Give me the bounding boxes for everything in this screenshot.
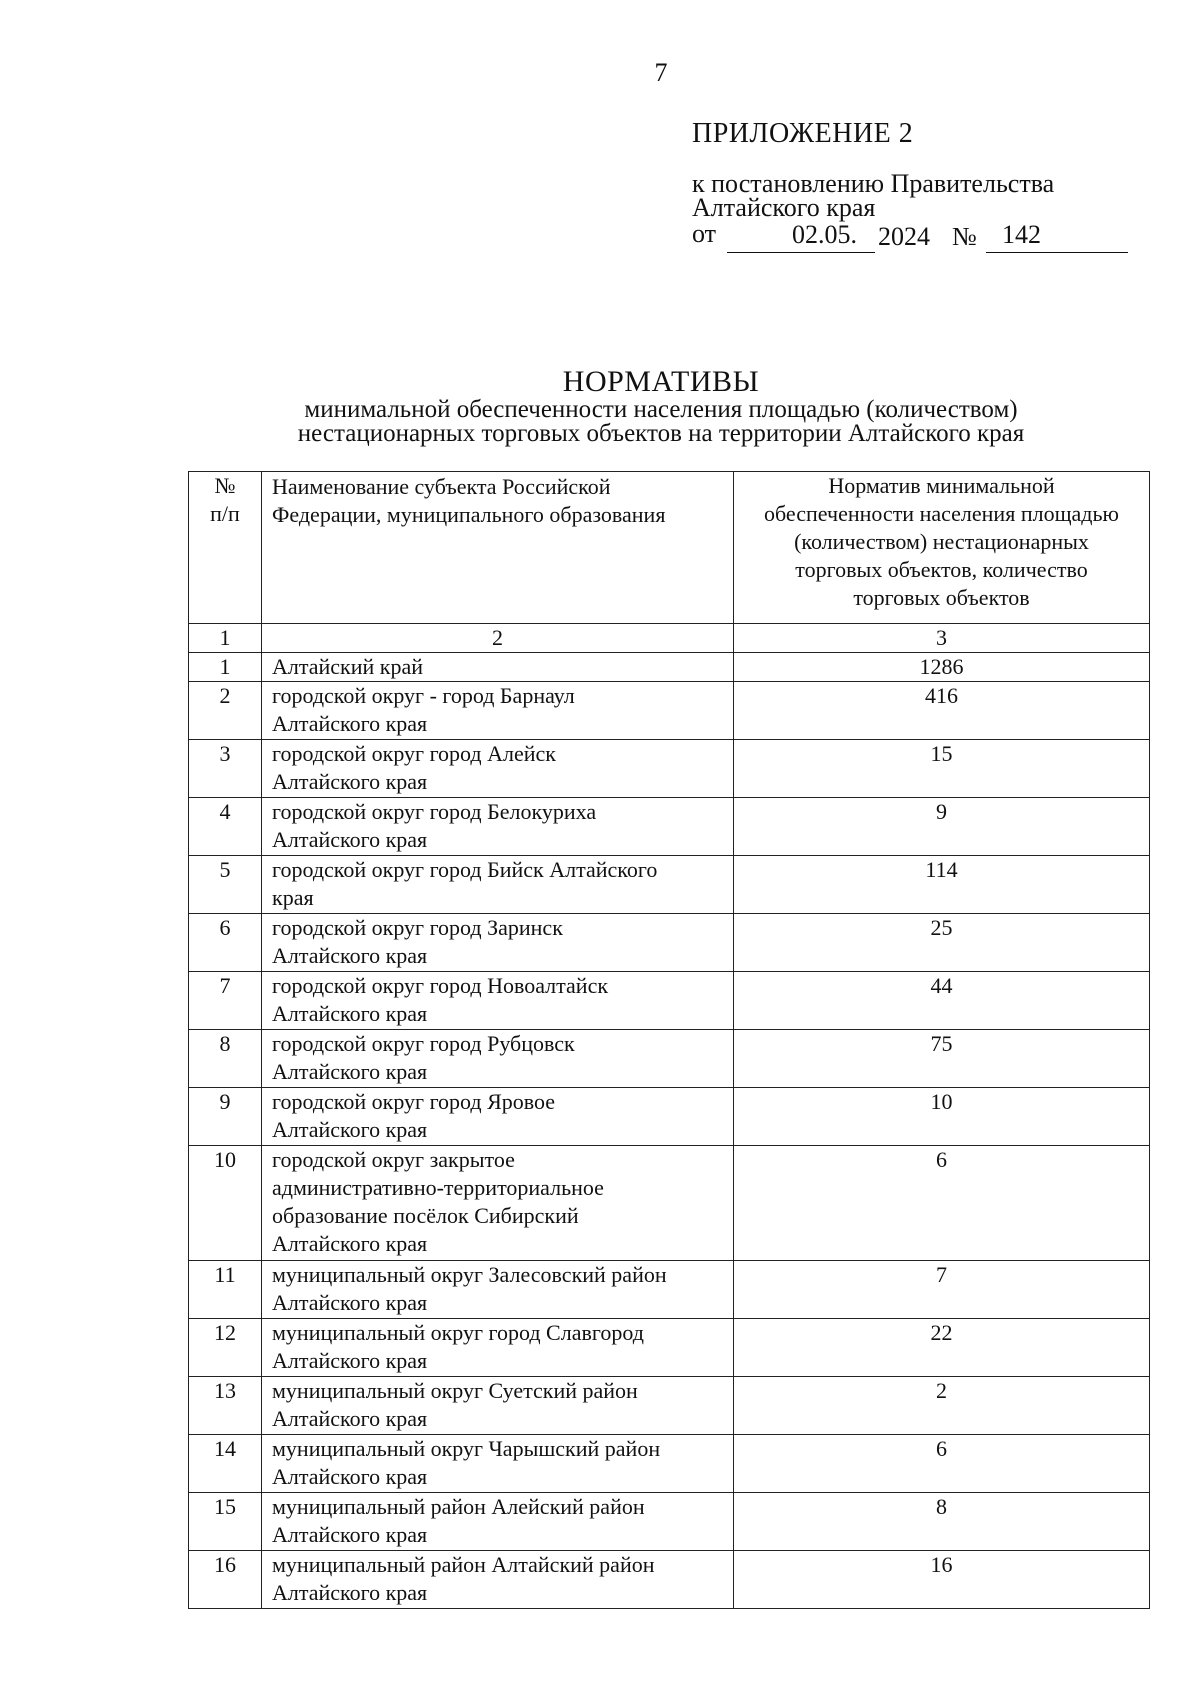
entity-name-line: Алтайского края (272, 943, 428, 968)
from-label: от (692, 219, 717, 248)
entity-name-line: городской округ город Яровое (272, 1089, 556, 1114)
entity-name-line: муниципальный округ Чарышский район (272, 1436, 661, 1461)
entity-name-line: городской округ город Рубцовск (272, 1031, 575, 1056)
row-norm-value: 6 (734, 1435, 1150, 1493)
entity-name-line: Алтайского края (272, 769, 428, 794)
table-row (189, 1493, 1150, 1551)
column-index-row (189, 624, 1150, 653)
entity-name-line: муниципальный округ город Славгород (272, 1320, 644, 1345)
row-entity-name (262, 1030, 734, 1088)
document-title: НОРМАТИВЫ (562, 365, 760, 398)
table-row (189, 1435, 1150, 1493)
entity-name-line: муниципальный округ Залесовский район (272, 1262, 667, 1287)
header-number: № п/п (189, 472, 262, 624)
row-entity-name (262, 682, 734, 740)
row-norm-value: 22 (734, 1319, 1150, 1377)
resolution-number: 142 (1002, 220, 1041, 249)
row-norm-value: 1286 (734, 653, 1150, 682)
row-norm-value: 7 (734, 1261, 1150, 1319)
entity-name-line: Алтайского края (272, 1001, 428, 1026)
table-row (189, 1146, 1150, 1261)
row-number: 3 (189, 740, 262, 798)
entity-name-line: края (272, 885, 314, 910)
table-row (189, 1551, 1150, 1609)
row-number: 4 (189, 798, 262, 856)
row-entity-name (262, 1377, 734, 1435)
norms-table (188, 471, 1150, 1609)
row-number: 1 (189, 653, 262, 682)
row-norm-value: 16 (734, 1551, 1150, 1609)
entity-name-line: муниципальный район Алтайский район (272, 1552, 655, 1577)
entity-name-line: Алтайского края (272, 1348, 428, 1373)
header-name: Наименование субъекта Российской Федерации, муниципального образования (262, 472, 734, 624)
row-norm-value: 75 (734, 1030, 1150, 1088)
row-norm-value: 9 (734, 798, 1150, 856)
table-row (189, 914, 1150, 972)
entity-name-line: Алтайский край (272, 654, 424, 679)
row-norm-value: 25 (734, 914, 1150, 972)
table-row (189, 798, 1150, 856)
table-row (189, 1088, 1150, 1146)
row-entity-name (262, 1435, 734, 1493)
number-sign: № (952, 222, 977, 251)
header-norm: Норматив минимальной обеспеченности населения площадью (количеством) нестационарных торговых объектов, количество торговых объектов (734, 472, 1150, 624)
column-index: 1 (189, 624, 262, 653)
entity-name-line: городской округ город Бийск Алтайского (272, 857, 658, 882)
row-number: 12 (189, 1319, 262, 1377)
row-norm-value: 8 (734, 1493, 1150, 1551)
reference-line-2: Алтайского края (692, 193, 876, 222)
row-entity-name (262, 1088, 734, 1146)
row-norm-value: 6 (734, 1146, 1150, 1261)
table-row (189, 682, 1150, 740)
row-number: 5 (189, 856, 262, 914)
table-row (189, 1261, 1150, 1319)
reference-line-1: к постановлению Правительства (692, 169, 1055, 198)
row-norm-value: 114 (734, 856, 1150, 914)
row-entity-name (262, 653, 734, 682)
column-index: 3 (734, 624, 1150, 653)
row-entity-name (262, 798, 734, 856)
row-entity-name (262, 1146, 734, 1261)
row-norm-value: 2 (734, 1377, 1150, 1435)
table-header-row (189, 472, 1150, 624)
row-number: 7 (189, 972, 262, 1030)
entity-name-line: административно-территориальное (272, 1175, 604, 1200)
table-row (189, 1030, 1150, 1088)
row-number: 10 (189, 1146, 262, 1261)
row-number: 8 (189, 1030, 262, 1088)
table-row (189, 1377, 1150, 1435)
entity-name-line: Алтайского края (272, 1290, 428, 1315)
entity-name-line: городской округ город Белокуриха (272, 799, 597, 824)
entity-name-line: Алтайского края (272, 1580, 428, 1605)
resolution-year: 2024 (878, 222, 930, 251)
table-row (189, 653, 1150, 682)
row-entity-name (262, 1493, 734, 1551)
row-entity-name (262, 914, 734, 972)
row-number: 6 (189, 914, 262, 972)
row-entity-name (262, 740, 734, 798)
row-entity-name (262, 856, 734, 914)
entity-name-line: Алтайского края (272, 1522, 428, 1547)
entity-name-line: муниципальный район Алейский район (272, 1494, 645, 1519)
entity-name-line: Алтайского края (272, 1406, 428, 1431)
entity-name-line: Алтайского края (272, 711, 428, 736)
row-entity-name (262, 1319, 734, 1377)
row-entity-name (262, 1551, 734, 1609)
entity-name-line: городской округ город Заринск (272, 915, 563, 940)
row-norm-value: 10 (734, 1088, 1150, 1146)
entity-name-line: Алтайского края (272, 1117, 428, 1142)
document-subtitle-line-2: нестационарных торговых объектов на территории Алтайского края (297, 420, 1025, 447)
row-number: 14 (189, 1435, 262, 1493)
row-norm-value: 416 (734, 682, 1150, 740)
row-number: 16 (189, 1551, 262, 1609)
entity-name-line: Алтайского края (272, 1464, 428, 1489)
row-entity-name (262, 1261, 734, 1319)
resolution-date: 02.05. (792, 220, 857, 249)
row-number: 13 (189, 1377, 262, 1435)
entity-name-line: Алтайского края (272, 1231, 428, 1256)
appendix-title: ПРИЛОЖЕНИЕ 2 (692, 118, 914, 149)
row-number: 2 (189, 682, 262, 740)
entity-name-line: городской округ город Алейск (272, 741, 556, 766)
row-number: 11 (189, 1261, 262, 1319)
entity-name-line: городской округ город Новоалтайск (272, 973, 609, 998)
column-index: 2 (262, 624, 734, 653)
row-number: 15 (189, 1493, 262, 1551)
row-norm-value: 44 (734, 972, 1150, 1030)
page-number: 7 (654, 58, 668, 87)
entity-name-line: Алтайского края (272, 1059, 428, 1084)
entity-name-line: городской округ - город Барнаул (272, 683, 575, 708)
entity-name-line: Алтайского края (272, 827, 428, 852)
table-row (189, 856, 1150, 914)
entity-name-line: образование посёлок Сибирский (272, 1203, 579, 1228)
row-norm-value: 15 (734, 740, 1150, 798)
table-row (189, 740, 1150, 798)
row-entity-name (262, 972, 734, 1030)
table-row (189, 972, 1150, 1030)
entity-name-line: городской округ закрытое (272, 1147, 515, 1172)
table-row (189, 1319, 1150, 1377)
document-subtitle-line-1: минимальной обеспеченности населения площадью (количеством) (304, 396, 1018, 423)
entity-name-line: муниципальный округ Суетский район (272, 1378, 638, 1403)
row-number: 9 (189, 1088, 262, 1146)
